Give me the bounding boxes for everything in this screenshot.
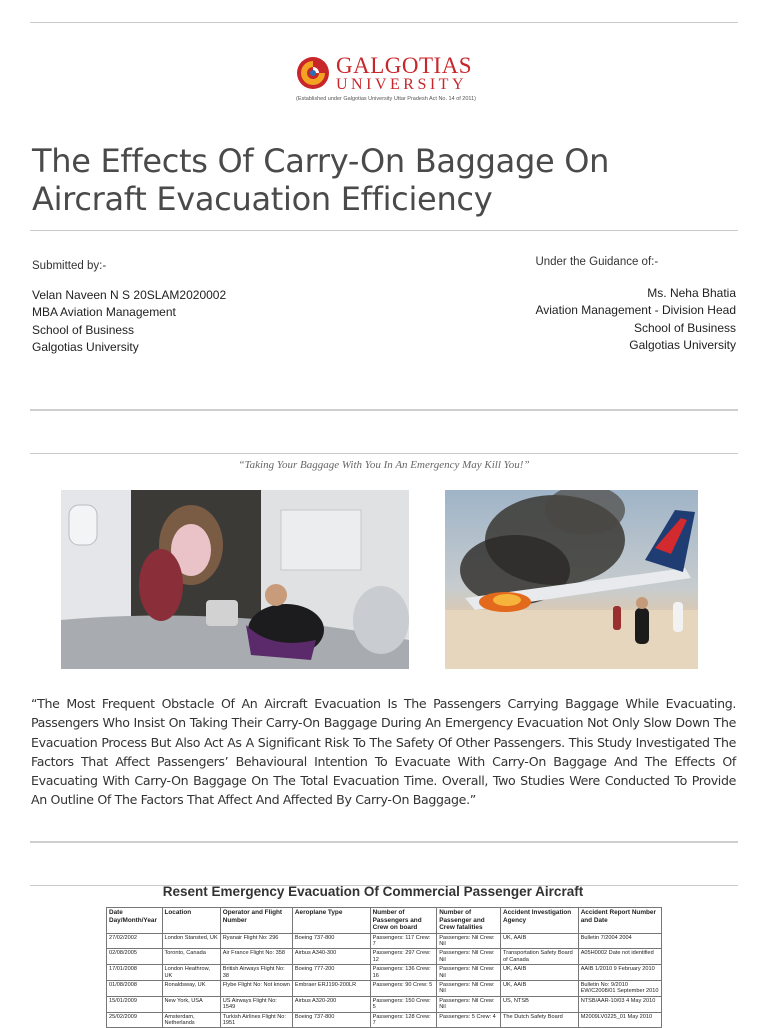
table-cell: Ryanair Flight No: 296 <box>220 933 292 949</box>
table-header: Accident Report Number and Date <box>578 908 661 934</box>
table-cell: Amsterdam, Netherlands <box>162 1012 220 1028</box>
table-cell: The Dutch Safety Board <box>501 1012 579 1028</box>
table-cell: US Airways Flight No: 1549 <box>220 996 292 1012</box>
table-cell: Transportation Safety Board of Canada <box>501 949 579 965</box>
table-cell: Passengers: Nil Crew: Nil <box>437 980 501 996</box>
guidance-line: Aviation Management - Division Head <box>535 303 736 317</box>
galgotias-swirl-icon <box>296 56 330 90</box>
table-cell: Boeing 777-200 <box>292 965 370 981</box>
table-header: Date Day/Month/Year <box>107 908 163 934</box>
table-cell: Passengers: Nil Crew: Nil <box>437 996 501 1012</box>
table-header: Location <box>162 908 220 934</box>
top-divider <box>30 22 738 23</box>
table-cell: 15/01/2009 <box>107 996 163 1012</box>
table-cell: Passengers: 117 Crew: 7 <box>370 933 437 949</box>
table-cell: British Airways Flight No: 38 <box>220 965 292 981</box>
university-established: (Established under Galgotias University Uttar Pradesh Act No. 14 of 2011) <box>296 96 476 102</box>
table-cell: Turkish Airlines Flight No: 1951 <box>220 1012 292 1028</box>
table-body <box>107 933 662 1028</box>
table-header: Operator and Flight Number <box>220 908 292 934</box>
table-cell: London Heathrow, UK <box>162 965 220 981</box>
submitted-by-label: Submitted by:- <box>32 260 107 272</box>
guidance-line: Ms. Neha Bhatia <box>647 285 736 300</box>
table-cell: Passengers: 128 Crew: 7 <box>370 1012 437 1028</box>
table-header: Number of Passenger and Crew fatalities <box>437 908 501 934</box>
table-cell: Airbus A340-300 <box>292 949 370 965</box>
table-cell: 02/08/2005 <box>107 949 163 965</box>
table-cell: Bulletin No: 9/2010 EW/C2008/01 September 2010 <box>578 980 661 996</box>
table-row <box>107 965 662 981</box>
evacuation-slide-photo <box>61 490 409 669</box>
table-row <box>107 1012 662 1028</box>
table-cell: Passengers: 90 Crew: 5 <box>370 980 437 996</box>
submitted-line: MBA Aviation Management <box>32 305 176 319</box>
title-divider <box>30 230 738 231</box>
table-cell: Passengers: Nil Crew: Nil <box>437 933 501 949</box>
table-cell: Passengers: Nil Crew: Nil <box>437 965 501 981</box>
submitted-line: Velan Naveen N S 20SLAM2020002 <box>32 287 227 302</box>
submitted-line: Galgotias University <box>32 340 139 354</box>
table-cell: Boeing 737-800 <box>292 1012 370 1028</box>
university-logo <box>296 54 486 104</box>
table-cell: New York, USA <box>162 996 220 1012</box>
abstract-paragraph: “The Most Frequent Obstacle Of An Aircraft Evacuation Is The Passengers Carrying Baggage While Evacuating. Passengers Who Insist On Taking Their Carry-On Baggage During An Emergency Evacuation Not Only Slow Down The Evacuation Process But Also Act As A Significant Risk To The Safety Of Other Passengers. This Study Investigated The Factors That Affect Passengers’ Behavioural Intention To Evacuate With Carry-On Baggage And The Effects Of Evacuating With Carry-On Baggage On The Total Evacuation Time. Overall, Two Studies Were Conducted To Provide An Outline Of The Factors That Affect And Affected By Carry-On Baggage.” <box>31 696 736 808</box>
table-cell: London Stansted, UK <box>162 933 220 949</box>
quote-divider <box>30 453 738 454</box>
table-header-row <box>107 908 662 934</box>
table-header: Number of Passengers and Crew on board <box>370 908 437 934</box>
guidance-line: School of Business <box>633 320 736 335</box>
table-section-divider <box>30 841 738 843</box>
guidance-label: Under the Guidance of:- <box>535 256 659 268</box>
table-cell: M2009LV0225_01 May 2010 <box>578 1012 661 1028</box>
table-cell: Passengers: 150 Crew: 5 <box>370 996 437 1012</box>
warning-quote: “Taking Your Baggage With You In An Emergency May Kill You!” <box>238 459 530 471</box>
guidance-block <box>535 254 736 355</box>
table-cell: Bulletin 7/2004 2004 <box>578 933 661 949</box>
table-header: Aeroplane Type <box>292 908 370 934</box>
table-cell: Air France Flight No: 358 <box>220 949 292 965</box>
table-cell: Airbus A320-200 <box>292 996 370 1012</box>
document-title: The Effects Of Carry-On Baggage On Aircraft Evacuation Efficiency <box>32 142 610 218</box>
table-cell: 27/02/2002 <box>107 933 163 949</box>
university-sub: UNIVERSITY <box>336 76 467 93</box>
university-name: GALGOTIAS <box>336 53 473 78</box>
table-cell: Boeing 737-800 <box>292 933 370 949</box>
burning-aircraft-photo <box>445 490 698 669</box>
table-cell: Flybe Flight No: Not known <box>220 980 292 996</box>
table-cell: AAIB 1/2010 9 February 2010 <box>578 965 661 981</box>
table-cell: Toronto, Canada <box>162 949 220 965</box>
submitted-line: School of Business <box>32 322 135 337</box>
guidance-line: Galgotias University <box>629 338 736 352</box>
table-cell: 17/01/2008 <box>107 965 163 981</box>
table-row <box>107 949 662 965</box>
evacuation-table <box>106 907 662 1028</box>
submitted-by-block <box>32 258 226 357</box>
table-cell: Passengers: Nil Crew: Nil <box>437 949 501 965</box>
table-row <box>107 980 662 996</box>
table-cell: Embraer ERJ190-200LR <box>292 980 370 996</box>
table-cell: Passengers: 5 Crew: 4 <box>437 1012 501 1028</box>
table-cell: 25/02/2009 <box>107 1012 163 1028</box>
table-row <box>107 996 662 1012</box>
table-cell: UK, AAIB <box>501 933 579 949</box>
table-cell: NTSB/AAR-10/03 4 May 2010 <box>578 996 661 1012</box>
section-divider <box>30 409 738 411</box>
table-cell: Passengers: 297 Crew: 12 <box>370 949 437 965</box>
table-cell: Passengers: 136 Crew: 16 <box>370 965 437 981</box>
table-cell: Ronaldsway, UK <box>162 980 220 996</box>
table-title: Resent Emergency Evacuation Of Commercial Passenger Aircraft <box>162 884 584 899</box>
table-cell: UK, AAIB <box>501 965 579 981</box>
table-cell: US, NTSB <box>501 996 579 1012</box>
table-cell: 01/08/2008 <box>107 980 163 996</box>
table-row <box>107 933 662 949</box>
table-cell: A05H0002 Date not identified <box>578 949 661 965</box>
table-cell: UK, AAIB <box>501 980 579 996</box>
table-header: Accident Investigation Agency <box>501 908 579 934</box>
